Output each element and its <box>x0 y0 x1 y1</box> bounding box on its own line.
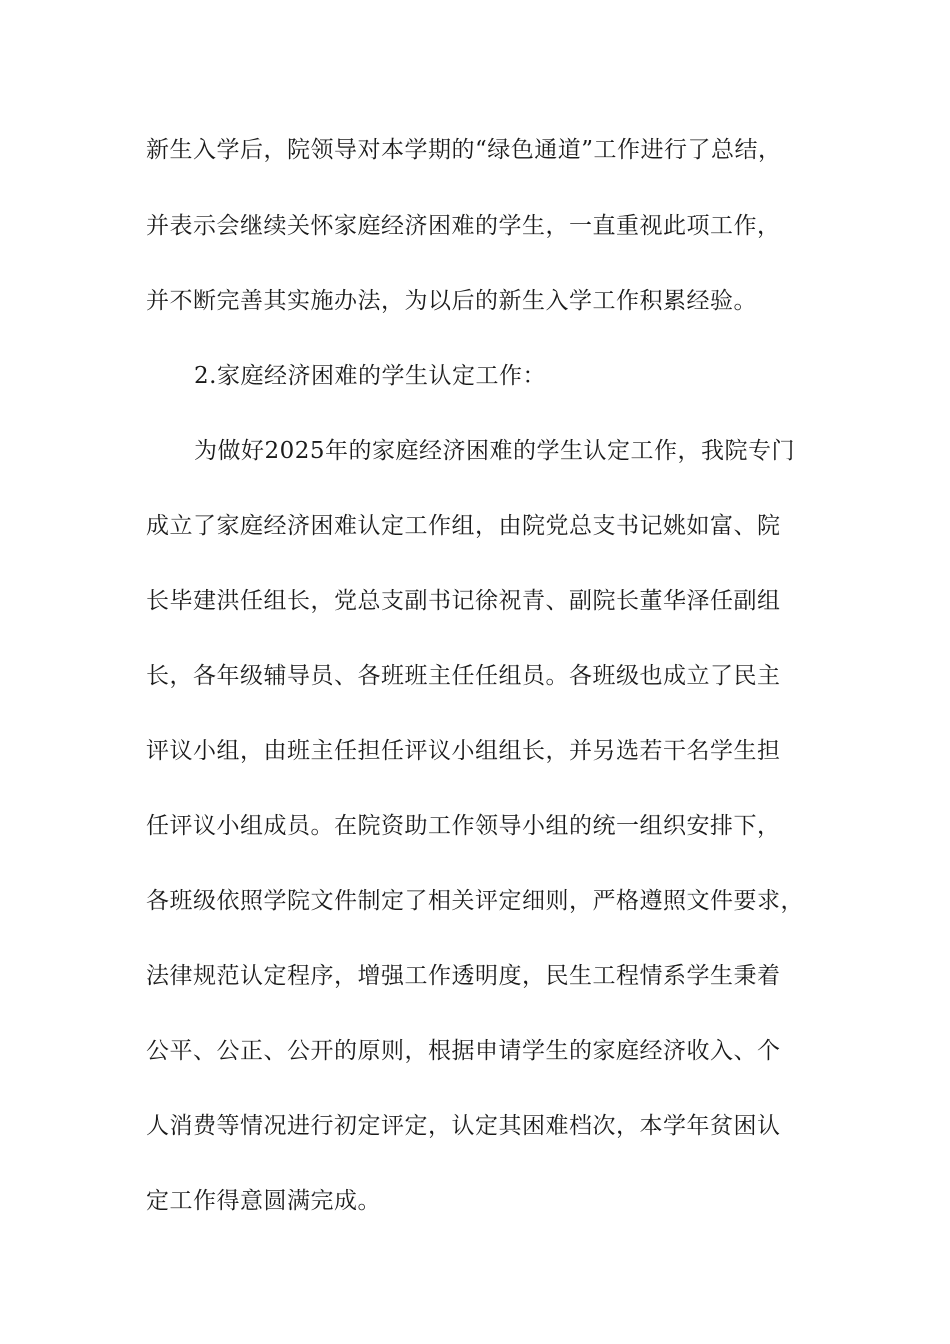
paragraph-1-line-3: 并不断完善其实施办法，为以后的新生入学工作积累经验。 <box>146 288 757 314</box>
paragraph-2-line-11: 定工作得意圆满完成。 <box>146 1188 381 1214</box>
paragraph-2-line-3: 长毕建洪任组长，党总支副书记徐祝青、副院长董华泽任副组 <box>146 588 781 614</box>
paragraph-2-line-4: 长，各年级辅导员、各班班主任任组员。各班级也成立了民主 <box>146 663 781 689</box>
section-heading: 2.家庭经济困难的学生认定工作： <box>194 363 546 389</box>
paragraph-2-line-8: 法律规范认定程序，增强工作透明度，民生工程情系学生秉着 <box>146 963 781 989</box>
paragraph-2-line-2: 成立了家庭经济困难认定工作组，由院党总支书记姚如富、院 <box>146 513 781 539</box>
paragraph-2-line-7: 各班级依照学院文件制定了相关评定细则，严格遵照文件要求， <box>146 888 804 914</box>
paragraph-2-line-5: 评议小组，由班主任担任评议小组组长，并另选若干名学生担 <box>146 738 781 764</box>
paragraph-2-line-1: 为做好2025年的家庭经济困难的学生认定工作，我院专门 <box>194 438 796 464</box>
paragraph-2-line-6: 任评议小组成员。在院资助工作领导小组的统一组织安排下， <box>146 813 781 839</box>
paragraph-1-line-2: 并表示会继续关怀家庭经济困难的学生，一直重视此项工作， <box>146 213 781 239</box>
paragraph-1-line-1: 新生入学后，院领导对本学期的“绿色通道”工作进行了总结， <box>146 137 782 163</box>
paragraph-2-line-9: 公平、公正、公开的原则，根据申请学生的家庭经济收入、个 <box>146 1038 781 1064</box>
paragraph-2-line-10: 人消费等情况进行初定评定，认定其困难档次，本学年贫困认 <box>146 1113 781 1139</box>
